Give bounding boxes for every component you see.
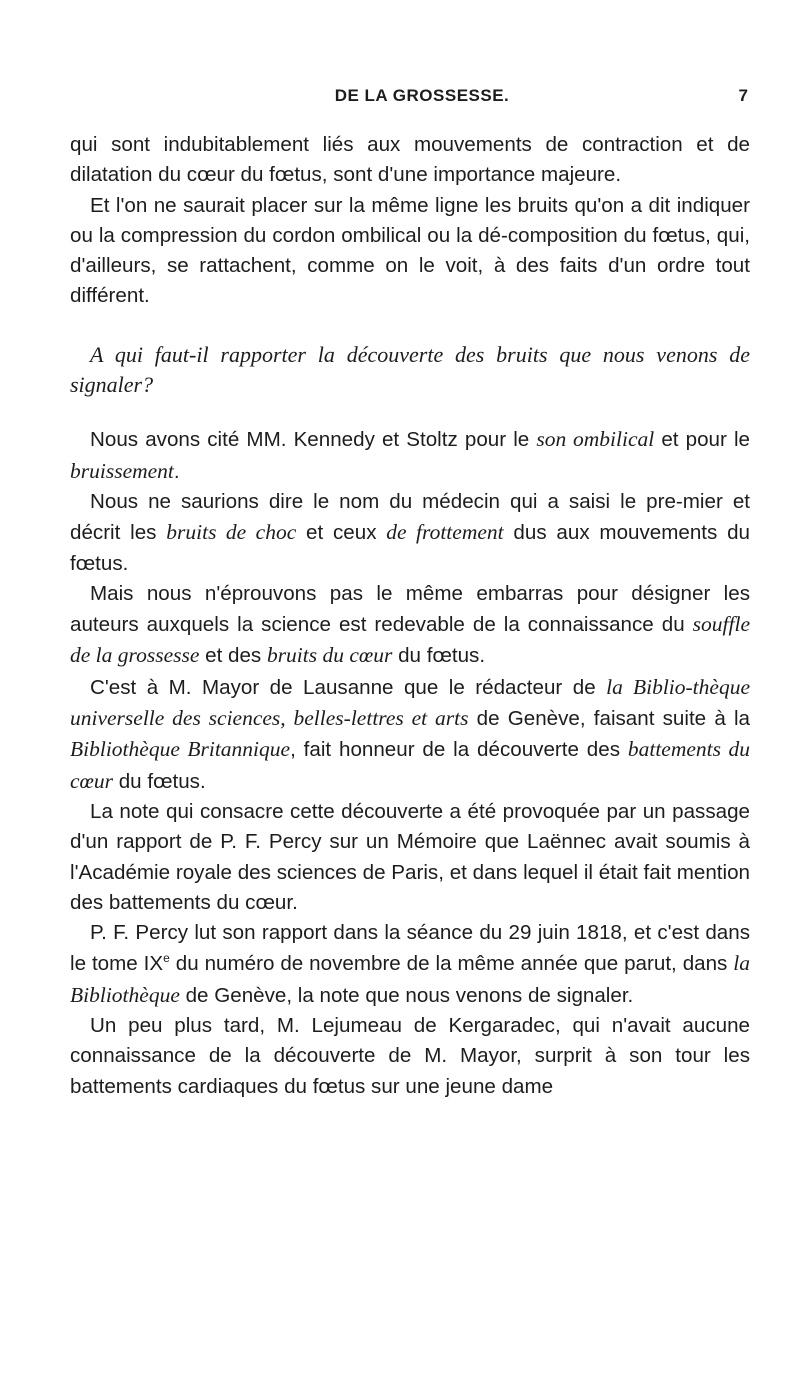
text-run: .	[173, 459, 180, 483]
body-text	[70, 130, 750, 1102]
text-run: et pour le	[654, 428, 750, 452]
paragraph-3	[70, 424, 750, 487]
text-run: Nous avons cité MM. Kennedy et Stoltz pour le	[90, 428, 537, 452]
italic-term: Bibliothèque Britannique	[70, 737, 291, 762]
italic-term: son ombilical	[536, 427, 655, 452]
italic-term: de frottement	[386, 520, 504, 545]
text-run: et ceux	[296, 521, 387, 545]
paragraph-4	[70, 487, 750, 579]
italic-term: la Biblio-thèque universelle des sciences, belles-lettres et arts	[70, 674, 750, 731]
text-run: du numéro de novembre de la même année que parut, dans	[169, 952, 734, 976]
text-run: Mais nous n'éprouvons pas le même embarras pour désigner les auteurs auxquels la science est redevable de la connaissance du	[70, 581, 750, 637]
text-run: C'est à M. Mayor de Lausanne que le rédacteur de	[90, 675, 607, 699]
paragraph-7: La note qui consacre cette découverte a été provoquée par un passage d'un rapport de P. F. Percy sur un Mémoire que Laënnec avait soumis à l'Académie royale des sciences de Paris, et dans lequel il était fait mention des battements du cœur.	[70, 799, 750, 914]
paragraph-9: Un peu plus tard, M. Lejumeau de Kergaradec, qui n'avait aucune connaissance de la découverte de M. Mayor, surprit à son tour les battements cardiaques du fœtus sur une jeune dame	[70, 1014, 750, 1098]
text-run: du fœtus.	[392, 644, 486, 668]
italic-term: souffle de la grossesse	[70, 612, 750, 668]
italic-term: bruits de choc	[166, 520, 297, 545]
text-run: P. F. Percy lut son rapport dans la séance du 29 juin 1818, et c'est dans le tome IX	[70, 921, 750, 976]
italic-term: bruissement	[70, 458, 174, 483]
text-run: , fait honneur de la découverte des	[290, 738, 628, 762]
text-run: de Genève, faisant suite à la	[468, 707, 750, 731]
paragraph-1: qui sont indubitablement liés aux mouvements de contraction et de dilatation du cœur du fœtus, sont d'une importance majeure.	[70, 133, 750, 187]
paragraph-2: Et l'on ne saurait placer sur la même ligne les bruits qu'on a dit indiquer ou la compression du cordon ombilical ou la dé-composition du fœtus, qui, d'ailleurs, se rattachent, comme on le voit, à des faits d'un ordre tout différent.	[70, 193, 750, 308]
text-run: de Genève, la note que nous venons de signaler.	[179, 983, 634, 1007]
paragraph-5	[70, 579, 750, 672]
text-run: dus aux mouvements du fœtus.	[70, 521, 751, 575]
paragraph-6	[70, 672, 750, 797]
section-heading: A qui faut-il rapporter la découverte des bruits que nous venons de signaler?	[70, 341, 750, 398]
text-run: Nous ne saurions dire le nom du médecin qui a saisi le pre-mier et décrit les	[70, 489, 750, 545]
running-header	[68, 86, 748, 112]
text-run: du fœtus.	[113, 769, 206, 793]
text-run: et des	[199, 644, 267, 668]
italic-term: bruits du cœur	[266, 643, 393, 668]
italic-term: battements du cœur	[70, 737, 751, 793]
page-number: 7	[738, 86, 748, 105]
paragraph-8	[70, 918, 750, 1011]
superscript: e	[163, 951, 170, 966]
running-title: DE LA GROSSESSE.	[334, 86, 510, 105]
italic-term: la Bibliothèque	[70, 951, 751, 1007]
